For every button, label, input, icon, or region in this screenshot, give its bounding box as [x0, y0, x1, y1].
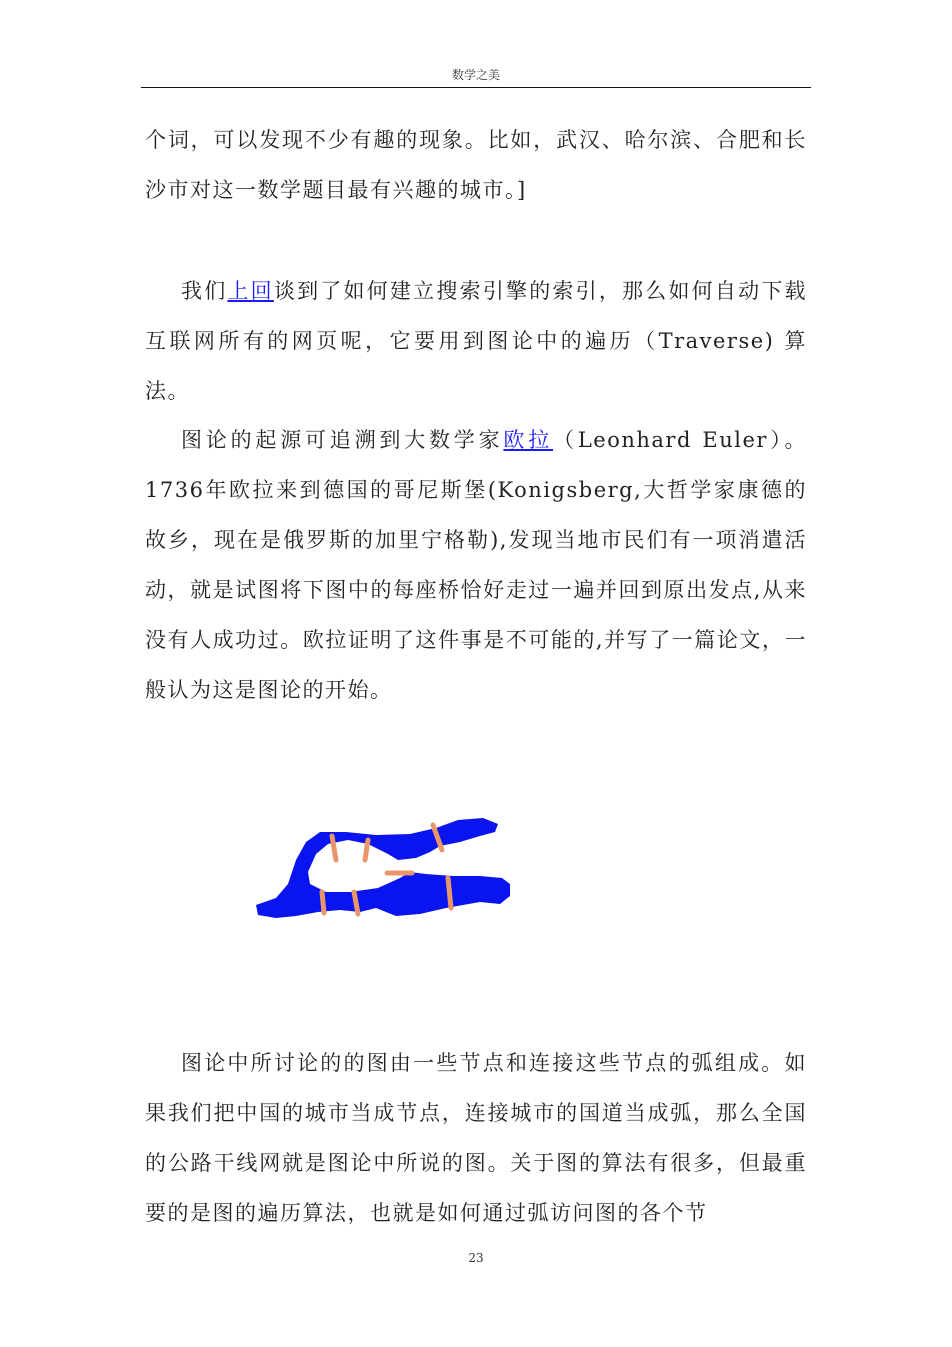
page-number: 23: [468, 1251, 484, 1265]
header-rule: [141, 87, 811, 88]
paragraph-intro-tail: 个词，可以发现不少有趣的现象。比如，武汉、哈尔滨、合肥和长沙市对这一数学题目最有兴趣的城市。]: [145, 128, 807, 202]
euler-link[interactable]: 欧拉: [503, 428, 554, 452]
river-main: [256, 818, 510, 918]
paragraph-euler-text: （Leonhard Euler）。1736年欧拉来到德国的哥尼斯堡(Konigsberg,大哲学家康德的故乡，现在是俄罗斯的加里宁格勒),发现当地市民们有一项消遣活动，就是试图将下图中的每座桥恰好走过一遍并回到原出发点,从来没有人成功过。欧拉证明了这件事是不可能的,并写了一篇论文，一般认为这是图论的开始。: [145, 428, 808, 702]
paragraph-graph-definition: 图论中所讨论的的图由一些节点和连接这些节点的弧组成。如果我们把中国的城市当成节点，连接城市的国道当成弧，那么全国的公路干线网就是图论中所说的图。关于图的算法有很多，但最重要的是图的遍历算法，也就是如何通过弧访问图的各个节: [145, 1051, 807, 1225]
river-shape: [256, 818, 510, 918]
bridge-5: [322, 892, 324, 913]
bridge-2: [365, 840, 368, 860]
paragraph-traverse-lead: 我们: [181, 279, 228, 303]
previous-article-link[interactable]: 上回: [227, 279, 274, 303]
bridge-7: [448, 878, 451, 908]
page-header: 数学之美: [451, 68, 500, 82]
konigsberg-bridges-figure: [248, 812, 518, 930]
paragraph-euler-lead: 图论的起源可追溯到大数学家: [181, 428, 504, 452]
paragraph-traverse-text: 谈到了如何建立搜索引擎的索引，那么如何自动下载互联网所有的网页呢，它要用到图论中的遍历（Traverse) 算法。: [145, 279, 808, 403]
paragraph-traverse: [145, 266, 807, 416]
paragraph-euler: [145, 415, 807, 715]
